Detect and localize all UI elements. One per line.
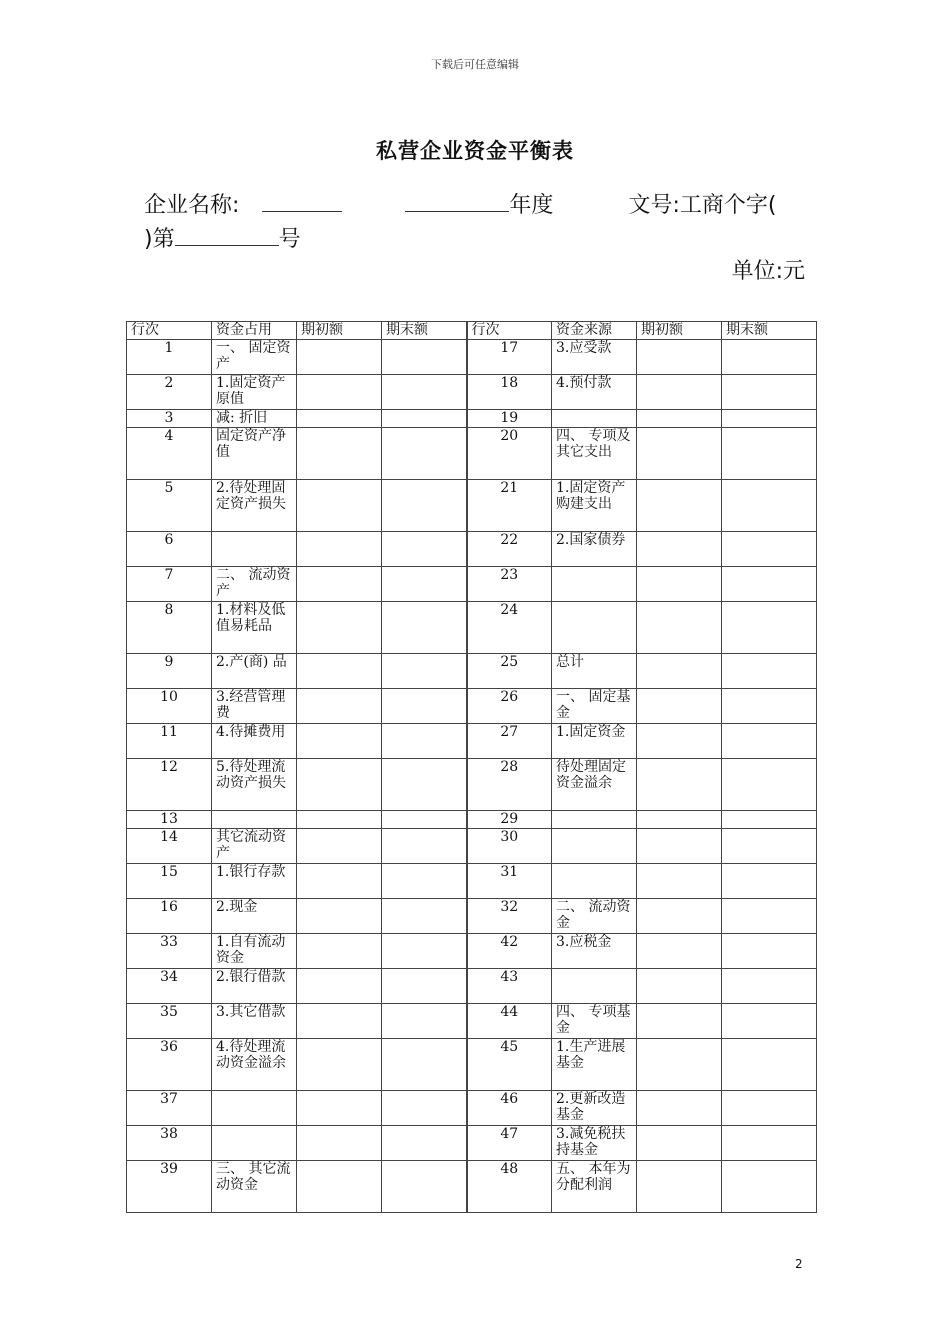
row-number-left: 33 xyxy=(127,934,212,969)
row-number-left: 4 xyxy=(127,428,212,480)
table-row xyxy=(127,934,817,969)
fund-source-item: 2.国家债券 xyxy=(552,532,637,567)
closing-amount-right xyxy=(722,724,817,759)
row-number-right: 42 xyxy=(467,934,552,969)
opening-amount-left xyxy=(297,654,382,689)
doc-number-label: 文号:工商个字( xyxy=(628,193,777,218)
row-number-right: 18 xyxy=(467,375,552,410)
fund-usage-item: 一、 固定资产 xyxy=(212,340,297,375)
row-number-right: 24 xyxy=(467,602,552,654)
closing-amount-left xyxy=(382,532,467,567)
page-number: 2 xyxy=(795,1257,803,1271)
row-number-left: 6 xyxy=(127,532,212,567)
row-number-left: 13 xyxy=(127,811,212,829)
row-number-right: 48 xyxy=(467,1161,552,1213)
row-number-right: 27 xyxy=(467,724,552,759)
closing-amount-left xyxy=(382,899,467,934)
row-number-right: 31 xyxy=(467,864,552,899)
table-row xyxy=(127,829,817,864)
opening-amount-left xyxy=(297,934,382,969)
closing-amount-right xyxy=(722,1161,817,1213)
closing-amount-right xyxy=(722,1004,817,1039)
row-number-right: 29 xyxy=(467,811,552,829)
closing-amount-right xyxy=(722,1126,817,1161)
closing-amount-right xyxy=(722,759,817,811)
fund-source-item xyxy=(552,969,637,1004)
row-number-left: 37 xyxy=(127,1091,212,1126)
opening-amount-right xyxy=(637,899,722,934)
opening-amount-right xyxy=(637,532,722,567)
opening-amount-left xyxy=(297,1161,382,1213)
row-number-right: 46 xyxy=(467,1091,552,1126)
opening-amount-left xyxy=(297,759,382,811)
opening-amount-right xyxy=(637,969,722,1004)
row-number-left: 35 xyxy=(127,1004,212,1039)
closing-amount-left xyxy=(382,811,467,829)
header-info-line-2 xyxy=(144,222,301,253)
fund-usage-item: 1.固定资产原值 xyxy=(212,375,297,410)
page-title: 私营企业资金平衡表 xyxy=(376,139,574,163)
table-row xyxy=(127,724,817,759)
row-number-right: 17 xyxy=(467,340,552,375)
table-row xyxy=(127,1126,817,1161)
closing-amount-right xyxy=(722,1091,817,1126)
closing-amount-left xyxy=(382,480,467,532)
row-number-right: 43 xyxy=(467,969,552,1004)
row-number-right: 25 xyxy=(467,654,552,689)
fund-usage-item xyxy=(212,811,297,829)
fund-usage-item: 2.银行借款 xyxy=(212,969,297,1004)
fund-usage-item: 2.待处理固定资产损失 xyxy=(212,480,297,532)
opening-amount-left xyxy=(297,602,382,654)
closing-amount-right xyxy=(722,829,817,864)
closing-amount-right xyxy=(722,602,817,654)
row-number-left: 39 xyxy=(127,1161,212,1213)
fund-source-item: 待处理固定资金溢余 xyxy=(552,759,637,811)
row-number-right: 23 xyxy=(467,567,552,602)
opening-amount-right xyxy=(637,480,722,532)
column-header: 期末额 xyxy=(382,322,467,340)
opening-amount-left xyxy=(297,428,382,480)
row-number-left: 8 xyxy=(127,602,212,654)
fund-usage-item: 2.现金 xyxy=(212,899,297,934)
doc-number-blank xyxy=(175,223,279,246)
row-number-left: 9 xyxy=(127,654,212,689)
closing-amount-left xyxy=(382,759,467,811)
closing-amount-right xyxy=(722,899,817,934)
table-row xyxy=(127,689,817,724)
closing-amount-left xyxy=(382,1004,467,1039)
fund-usage-item xyxy=(212,1091,297,1126)
row-number-left: 5 xyxy=(127,480,212,532)
closing-amount-left xyxy=(382,428,467,480)
row-number-left: 1 xyxy=(127,340,212,375)
fund-usage-item: 固定资产净值 xyxy=(212,428,297,480)
closing-amount-left xyxy=(382,969,467,1004)
opening-amount-right xyxy=(637,1091,722,1126)
fund-usage-item xyxy=(212,532,297,567)
closing-amount-left xyxy=(382,1039,467,1091)
row-number-left: 11 xyxy=(127,724,212,759)
opening-amount-right xyxy=(637,689,722,724)
closing-amount-left xyxy=(382,375,467,410)
closing-amount-left xyxy=(382,724,467,759)
fund-source-item: 3.应受款 xyxy=(552,340,637,375)
fund-source-item: 3.减免税扶持基金 xyxy=(552,1126,637,1161)
closing-amount-left xyxy=(382,829,467,864)
fund-usage-item: 1.材料及低值易耗品 xyxy=(212,602,297,654)
table-header-row xyxy=(127,322,817,340)
fund-source-item xyxy=(552,602,637,654)
doc-number-suffix: 号 xyxy=(278,227,301,252)
row-number-left: 38 xyxy=(127,1126,212,1161)
row-number-right: 47 xyxy=(467,1126,552,1161)
column-header: 行次 xyxy=(467,322,552,340)
fund-source-item: 3.应税金 xyxy=(552,934,637,969)
fund-usage-item xyxy=(212,1126,297,1161)
table-row xyxy=(127,480,817,532)
row-number-left: 15 xyxy=(127,864,212,899)
fund-source-item: 4.预付款 xyxy=(552,375,637,410)
opening-amount-right xyxy=(637,428,722,480)
fund-usage-item: 4.待摊费用 xyxy=(212,724,297,759)
opening-amount-left xyxy=(297,899,382,934)
year-blank xyxy=(405,189,509,212)
table-row xyxy=(127,654,817,689)
fund-usage-item: 三、 其它流动资金 xyxy=(212,1161,297,1213)
table-row xyxy=(127,969,817,1004)
closing-amount-left xyxy=(382,1091,467,1126)
row-number-right: 45 xyxy=(467,1039,552,1091)
opening-amount-left xyxy=(297,724,382,759)
company-name-blank xyxy=(262,189,342,212)
row-number-left: 2 xyxy=(127,375,212,410)
row-number-left: 16 xyxy=(127,899,212,934)
fund-usage-item: 1.自有流动资金 xyxy=(212,934,297,969)
fund-source-item: 四、 专项及其它支出 xyxy=(552,428,637,480)
year-label: 年度 xyxy=(509,193,554,218)
row-number-right: 19 xyxy=(467,410,552,428)
closing-amount-left xyxy=(382,1126,467,1161)
closing-amount-right xyxy=(722,532,817,567)
fund-usage-item: 3.经营管理费 xyxy=(212,689,297,724)
table-row xyxy=(127,811,817,829)
row-number-left: 7 xyxy=(127,567,212,602)
row-number-right: 32 xyxy=(467,899,552,934)
closing-amount-right xyxy=(722,934,817,969)
table-row xyxy=(127,1161,817,1213)
closing-amount-right xyxy=(722,864,817,899)
row-number-left: 10 xyxy=(127,689,212,724)
closing-amount-left xyxy=(382,410,467,428)
fund-source-item: 1.固定资产购建支出 xyxy=(552,480,637,532)
column-header: 行次 xyxy=(127,322,212,340)
fund-usage-item: 二、 流动资产 xyxy=(212,567,297,602)
closing-amount-left xyxy=(382,602,467,654)
row-number-right: 30 xyxy=(467,829,552,864)
opening-amount-left xyxy=(297,689,382,724)
table-row xyxy=(127,602,817,654)
row-number-left: 14 xyxy=(127,829,212,864)
opening-amount-left xyxy=(297,375,382,410)
opening-amount-left xyxy=(297,829,382,864)
opening-amount-right xyxy=(637,1004,722,1039)
opening-amount-right xyxy=(637,829,722,864)
row-number-right: 21 xyxy=(467,480,552,532)
fund-source-item: 四、 专项基金 xyxy=(552,1004,637,1039)
company-name-label: 企业名称: xyxy=(144,193,240,218)
column-header: 期末额 xyxy=(722,322,817,340)
row-number-right: 44 xyxy=(467,1004,552,1039)
fund-source-item xyxy=(552,410,637,428)
fund-usage-item: 5.待处理流动资产损失 xyxy=(212,759,297,811)
row-number-right: 28 xyxy=(467,759,552,811)
column-header: 资金占用 xyxy=(212,322,297,340)
fund-usage-item: 减: 折旧 xyxy=(212,410,297,428)
fund-usage-item: 2.产(商) 品 xyxy=(212,654,297,689)
closing-amount-left xyxy=(382,340,467,375)
opening-amount-left xyxy=(297,532,382,567)
column-header: 期初额 xyxy=(297,322,382,340)
column-header: 期初额 xyxy=(637,322,722,340)
fund-source-item xyxy=(552,829,637,864)
fund-usage-item: 3.其它借款 xyxy=(212,1004,297,1039)
table-row xyxy=(127,1039,817,1091)
closing-amount-right xyxy=(722,689,817,724)
fund-source-item: 2.更新改造基金 xyxy=(552,1091,637,1126)
opening-amount-right xyxy=(637,654,722,689)
fund-source-item: 总计 xyxy=(552,654,637,689)
fund-source-item xyxy=(552,864,637,899)
opening-amount-right xyxy=(637,1126,722,1161)
row-number-left: 12 xyxy=(127,759,212,811)
closing-amount-left xyxy=(382,689,467,724)
fund-source-item: 二、 流动资金 xyxy=(552,899,637,934)
row-number-right: 22 xyxy=(467,532,552,567)
opening-amount-right xyxy=(637,724,722,759)
table-row xyxy=(127,375,817,410)
closing-amount-left xyxy=(382,864,467,899)
closing-amount-right xyxy=(722,428,817,480)
opening-amount-left xyxy=(297,340,382,375)
closing-amount-right xyxy=(722,340,817,375)
opening-amount-left xyxy=(297,969,382,1004)
closing-amount-left xyxy=(382,567,467,602)
fund-source-item: 1.固定资金 xyxy=(552,724,637,759)
opening-amount-left xyxy=(297,1091,382,1126)
balance-table xyxy=(126,321,817,1213)
row-number-left: 3 xyxy=(127,410,212,428)
opening-amount-right xyxy=(637,1039,722,1091)
table-row xyxy=(127,899,817,934)
table-row xyxy=(127,567,817,602)
table-row xyxy=(127,532,817,567)
fund-source-item: 一、 固定基金 xyxy=(552,689,637,724)
opening-amount-right xyxy=(637,811,722,829)
closing-amount-left xyxy=(382,1161,467,1213)
closing-amount-right xyxy=(722,654,817,689)
column-header: 资金来源 xyxy=(552,322,637,340)
fund-usage-item: 其它流动资产 xyxy=(212,829,297,864)
opening-amount-right xyxy=(637,340,722,375)
closing-amount-right xyxy=(722,480,817,532)
closing-amount-right xyxy=(722,969,817,1004)
closing-amount-right xyxy=(722,410,817,428)
watermark-text: 下载后可任意编辑 xyxy=(431,58,519,71)
opening-amount-left xyxy=(297,480,382,532)
opening-amount-right xyxy=(637,410,722,428)
row-number-left: 36 xyxy=(127,1039,212,1091)
opening-amount-right xyxy=(637,1161,722,1213)
fund-source-item: 1.生产进展基金 xyxy=(552,1039,637,1091)
row-number-right: 26 xyxy=(467,689,552,724)
opening-amount-left xyxy=(297,1126,382,1161)
doc-number-close: )第 xyxy=(144,227,175,252)
closing-amount-right xyxy=(722,1039,817,1091)
opening-amount-left xyxy=(297,864,382,899)
opening-amount-left xyxy=(297,1004,382,1039)
row-number-right: 20 xyxy=(467,428,552,480)
opening-amount-right xyxy=(637,602,722,654)
closing-amount-right xyxy=(722,375,817,410)
unit-label: 单位:元 xyxy=(731,259,805,284)
table-row xyxy=(127,340,817,375)
opening-amount-right xyxy=(637,759,722,811)
table-row xyxy=(127,864,817,899)
table-row xyxy=(127,1091,817,1126)
table-row xyxy=(127,1004,817,1039)
closing-amount-left xyxy=(382,654,467,689)
fund-usage-item: 1.银行存款 xyxy=(212,864,297,899)
fund-source-item: 五、 本年为分配利润 xyxy=(552,1161,637,1213)
opening-amount-left xyxy=(297,410,382,428)
opening-amount-right xyxy=(637,864,722,899)
opening-amount-left xyxy=(297,811,382,829)
table-row xyxy=(127,410,817,428)
row-number-left: 34 xyxy=(127,969,212,1004)
table-row xyxy=(127,428,817,480)
header-info-line-1 xyxy=(144,188,776,219)
closing-amount-right xyxy=(722,567,817,602)
table-row xyxy=(127,759,817,811)
fund-usage-item: 4.待处理流动资金溢余 xyxy=(212,1039,297,1091)
opening-amount-right xyxy=(637,934,722,969)
opening-amount-left xyxy=(297,1039,382,1091)
opening-amount-right xyxy=(637,567,722,602)
closing-amount-left xyxy=(382,934,467,969)
opening-amount-right xyxy=(637,375,722,410)
fund-source-item xyxy=(552,567,637,602)
closing-amount-right xyxy=(722,811,817,829)
opening-amount-left xyxy=(297,567,382,602)
fund-source-item xyxy=(552,811,637,829)
